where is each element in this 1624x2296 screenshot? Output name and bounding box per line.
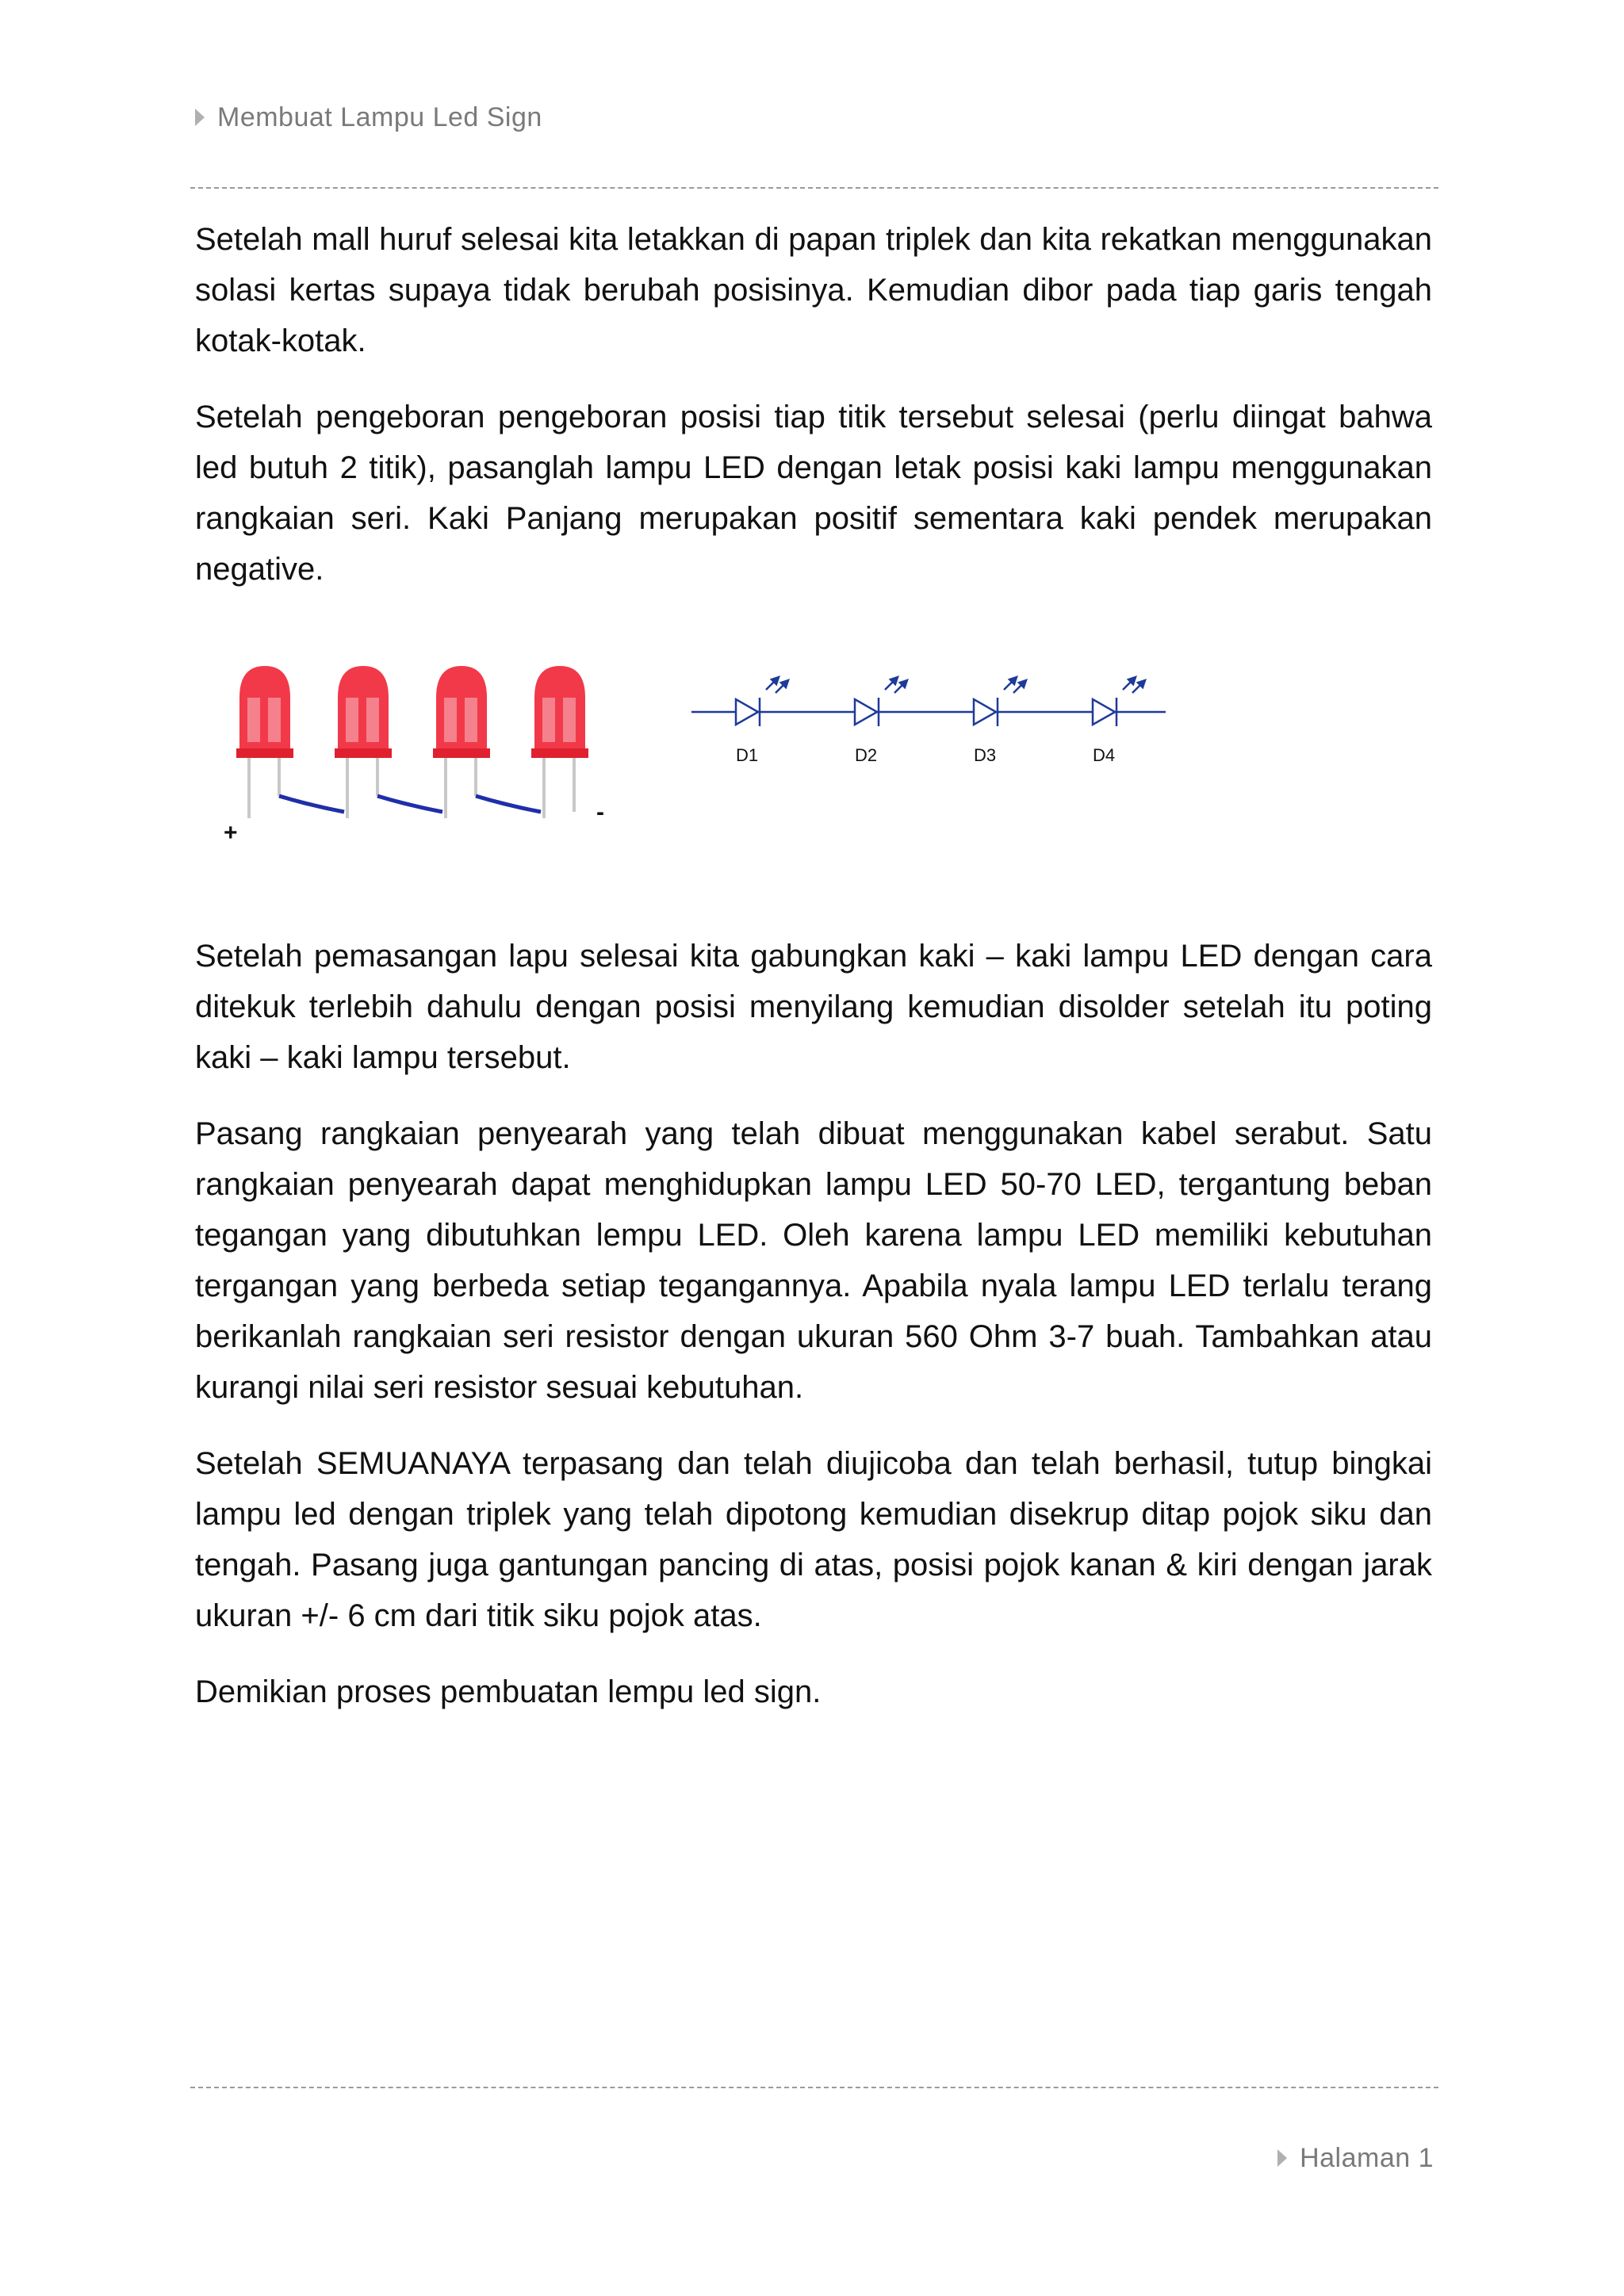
paragraph-3: Setelah pemasangan lapu selesai kita gabungkan kaki – kaki lampu LED dengan cara ditekuk terlebih dahulu dengan posisi menyilang kemudian disolder setelah itu poting kaki – kaki lampu tersebut. [195, 939, 1432, 1075]
paragraph-1-container [195, 214, 1432, 366]
diode-label-d4: D4 [1093, 745, 1116, 765]
diode-label-d1: D1 [736, 745, 759, 765]
minus-label: - [596, 799, 604, 825]
paragraph-4: Pasang rangkaian penyearah yang telah dibuat menggunakan kabel serabut. Satu rangkaian penyearah dapat menghidupkan lampu LED 50-70 LED, tergantung beban tegangan yang dibutuhkan lempu LED. Oleh karena lampu LED memiliki kebutuhan tergangan yang berbeda setiap tegangannya. Apabila nyala lampu LED terlalu terang berikanlah rangkaian seri resistor dengan ukuran 560 Ohm 3-7 buah. Tambahkan atau kurangi nilai seri resistor sesuai kebutuhan. [195, 1116, 1432, 1405]
paragraph-1: Setelah mall huruf selesai kita letakkan di papan triplek dan kita rekatkan menggunakan solasi kertas supaya tidak berubah posisinya. Kemudian dibor pada tiap garis tengah kotak-kotak. [195, 222, 1432, 358]
diode-label-d2: D2 [855, 745, 878, 765]
diode-d1 [736, 677, 788, 726]
led-illustration [224, 666, 604, 846]
wire-3 [476, 796, 541, 812]
page-footer [1277, 2136, 1434, 2180]
paragraph-2: Setelah pengeboran pengeboran posisi tiap titik tersebut selesai (perlu diingat bahwa led butuh 2 titik), pasanglah lampu LED dengan letak posisi kaki lampu menggunakan rangkaian seri. Kaki Panjang merupakan positif sementara kaki pendek merupakan negative. [195, 400, 1432, 587]
paragraph-2-container [195, 392, 1432, 595]
led-4 [531, 666, 588, 818]
led-1 [236, 666, 293, 818]
diode-d3 [974, 677, 1026, 726]
paragraph-5: Setelah SEMUANAYA terpasang dan telah diujicoba dan telah berhasil, tutup bingkai lampu led dengan triplek yang telah dipotong kemudian disekrup ditap pojok siku dan tengah. Pasang juga gantungan pancing di atas, posisi pojok kanan & kiri dengan jarak ukuran +/- 6 cm dari titik siku pojok atas. [195, 1446, 1432, 1633]
paragraph-6: Demikian proses pembuatan lempu led sign. [195, 1674, 822, 1709]
diode-label-d3: D3 [974, 745, 997, 765]
header-title: Membuat Lampu Led Sign [217, 101, 542, 132]
paragraph-4-container [195, 1108, 1432, 1413]
paragraph-6-container [195, 1667, 1432, 1717]
diode-schematic [691, 677, 1166, 726]
footer-divider [190, 2087, 1438, 2088]
header-divider [190, 187, 1438, 189]
triangle-right-icon [195, 109, 205, 126]
paragraph-5-container [195, 1438, 1432, 1641]
wire-1 [279, 796, 344, 812]
diode-labels [736, 745, 1115, 765]
plus-label: + [224, 820, 238, 846]
triangle-right-icon [1277, 2149, 1287, 2167]
page-header [195, 94, 542, 141]
diode-d4 [1093, 677, 1145, 726]
wire-2 [377, 796, 442, 812]
paragraph-3-container [195, 931, 1432, 1083]
led-3 [433, 666, 490, 818]
page-number: Halaman 1 [1300, 2142, 1434, 2173]
led-2 [335, 666, 392, 818]
diode-d2 [855, 677, 907, 726]
led-series-figure [208, 650, 1175, 856]
